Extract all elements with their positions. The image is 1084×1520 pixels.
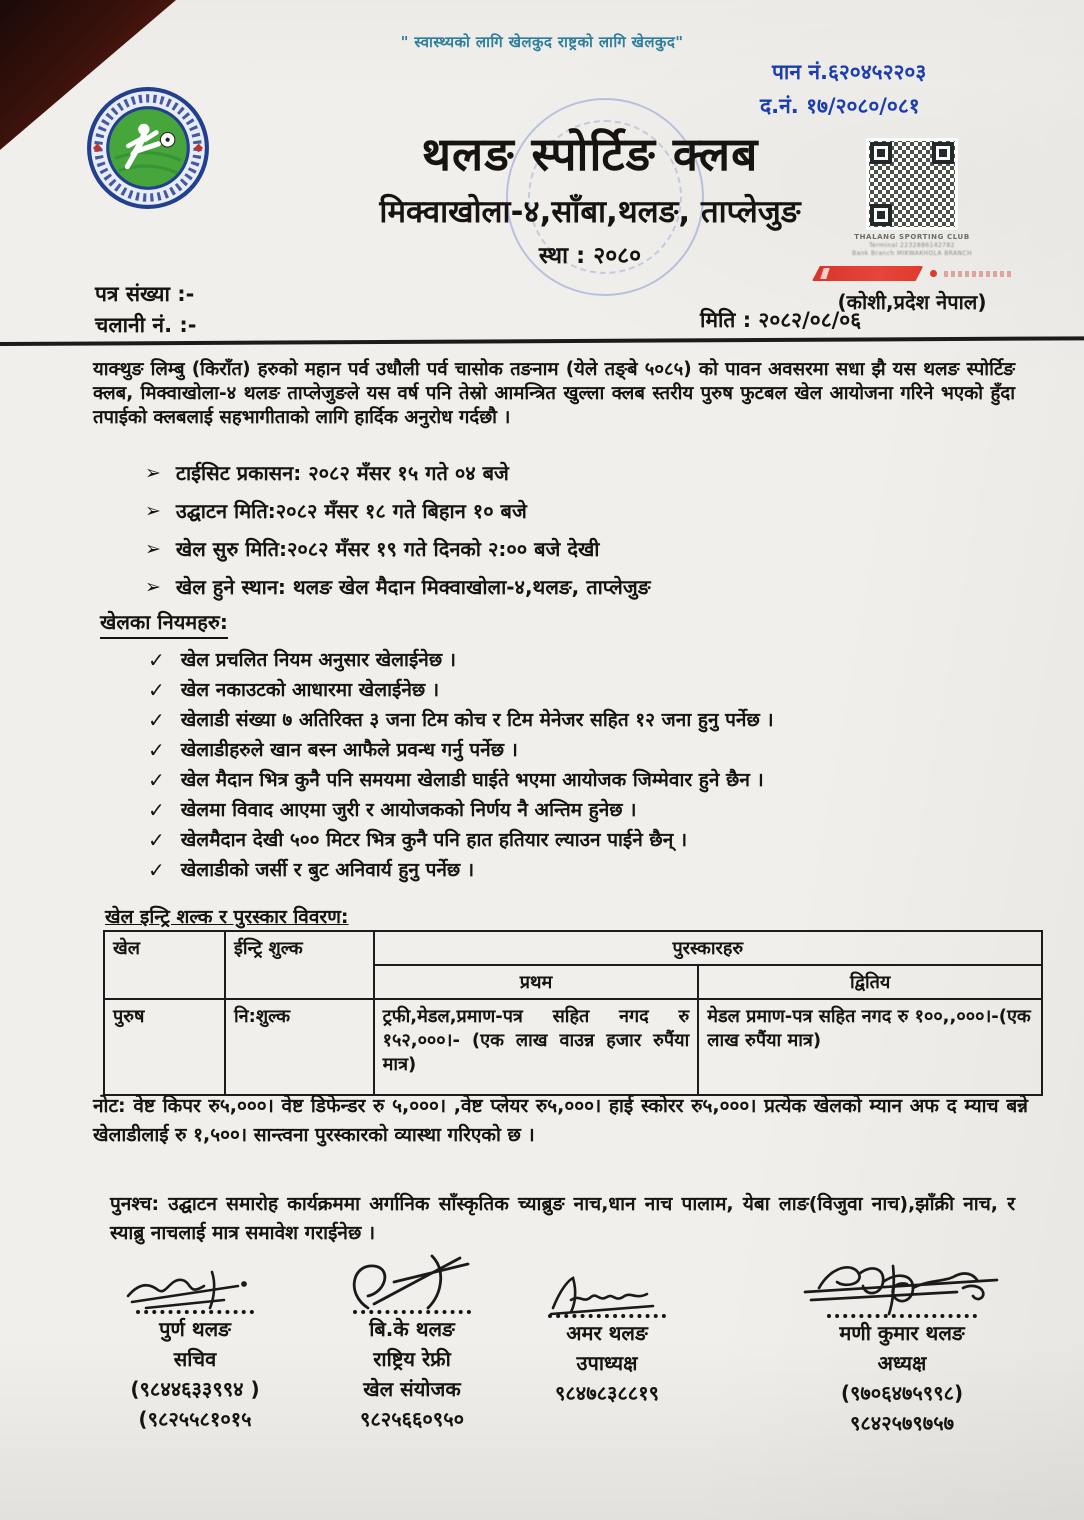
rule-text: खेल नकाउटको आधारमा खेलाईनेछ । bbox=[180, 679, 440, 701]
red-stamp-row bbox=[812, 266, 1012, 281]
signatory-role: अध्यक्ष bbox=[877, 1351, 927, 1375]
rule-text: खेल मैदान भित्र कुनै पनि समयमा खेलाडी घाईते भएमा आयोजक जिम्मेवार हुने छैन । bbox=[180, 769, 764, 791]
red-bar-logo bbox=[812, 266, 923, 281]
signatory-phone: ९८२५६६०९५० bbox=[360, 1407, 464, 1431]
check-icon: ✓ bbox=[148, 768, 165, 792]
note-paragraph: नोट: वेष्ट किपर रु५,०००। वेष्ट डिफेन्डर रु ५,०००। ,वेष्ट प्लेयर रु५,०००। हाई स्कोरर रु५,०००। प्रत्येक खेलको म्यान अफ द म्याच बन्ने खेलाडीलाई रु १,५००। सान्त्वना पुरस्कारको व्यास्था गरिएको छ । bbox=[93, 1095, 1028, 1146]
rules-heading: खेलका नियमहरु: bbox=[100, 608, 228, 639]
signature-scribble bbox=[547, 1272, 667, 1318]
date-line: मिति : २०८२/०८/०६ bbox=[700, 308, 862, 332]
letter-number-label: पत्र संख्या :- bbox=[95, 282, 195, 306]
qr-stamp-block bbox=[812, 138, 1012, 315]
schedule-item bbox=[145, 536, 945, 562]
signatory-phone: (९८४४६३३९९४ ) bbox=[130, 1377, 260, 1401]
schedule-item-text: खेल सुरु मिति:२०८२ मँसर १९ गते दिनको २:०० बजे देखी bbox=[175, 537, 600, 561]
arrow-bullet-icon: ➢ bbox=[145, 538, 161, 560]
rule-text: खेलाडी संख्या ७ अतिरिक्त ३ जना टिम कोच र टिम मेनेजर सहित १२ जना हुनु पर्नेछ । bbox=[180, 709, 774, 731]
arrow-bullet-icon: ➢ bbox=[145, 576, 161, 598]
qr-code bbox=[866, 138, 958, 230]
rule-item bbox=[148, 650, 1008, 671]
pan-number: पान नं.६२०४५२२०३ bbox=[772, 60, 927, 84]
club-motto: " स्वास्थ्यको लागि खेलकुद राष्ट्रको लागि खेलकुद" bbox=[400, 33, 684, 51]
rule-text: खेलाडीको जर्सी र बुट अनिवार्य हुनु पर्नेछ । bbox=[180, 859, 475, 881]
rule-item bbox=[148, 680, 1008, 701]
signatory-phone: (९८२५५८१०१५ bbox=[138, 1407, 252, 1431]
signatory-name: अमर थलङ bbox=[566, 1321, 648, 1345]
signature-scribble bbox=[120, 1262, 270, 1314]
signatory-phone: (९७०६४७५९९८) bbox=[840, 1381, 964, 1405]
schedule-item bbox=[145, 574, 945, 600]
province-line: (कोशी,प्रदेश नेपाल) bbox=[837, 290, 987, 314]
qr-terminal-line: Terminal 2232886142782 bbox=[869, 242, 955, 249]
signatory-phone: ९८४७८३८८१९ bbox=[555, 1381, 659, 1405]
rule-text: खेलाडीहरुले खान बस्न आफैले प्रवन्ध गर्नु पर्नेछ । bbox=[180, 739, 518, 761]
schedule-item-text: उद्घाटन मिति:२०८२ मँसर १८ गते बिहान १० बजे bbox=[175, 499, 527, 523]
col-header-prizes: पुरस्कारहरु bbox=[374, 931, 1042, 965]
red-script-mark bbox=[944, 271, 1012, 277]
col-header-game: खेल bbox=[104, 931, 225, 999]
postscript-paragraph: पुनश्च: उद्घाटन समारोह कार्यक्रममा अर्गानिक साँस्कृतिक च्याब्रुङ नाच,धान नाच पालाम, येबा लाङ(विजुवा नाच),झाँक्री नाच, र स्याब्रु नाचलाई मात्र समावेश गराईनेछ । bbox=[110, 1193, 1015, 1244]
col-header-entry-fee: ईन्ट्रि शुल्क bbox=[225, 931, 374, 999]
check-icon: ✓ bbox=[148, 648, 165, 672]
signature-scribble bbox=[332, 1252, 492, 1314]
qr-branch-line: Bank Branch MIKWAKHOLA BRANCH bbox=[851, 250, 973, 257]
rule-item bbox=[148, 860, 1008, 881]
schedule-item-text: खेल हुने स्थान: थलङ खेल मैदान मिक्वाखोला-४,थलङ, ताप्लेजुङ bbox=[175, 575, 651, 599]
club-address: मिक्वाखोला-४,साँबा,थलङ, ताप्लेजुङ bbox=[379, 194, 801, 230]
table-row bbox=[104, 999, 1042, 1095]
dispatch-number: द.नं. १७/२०८०/०८१ bbox=[760, 94, 920, 118]
rule-item bbox=[148, 710, 1008, 731]
club-name-title: थलङ स्पोर्टिङ क्लब bbox=[421, 127, 759, 181]
rule-text: खेलमा विवाद आएमा जुरी र आयोजकको निर्णय नै अन्तिम हुनेछ । bbox=[180, 799, 637, 821]
col-header-second-prize: द्वितिय bbox=[698, 965, 1042, 999]
rule-text: खेलमैदान देखी ५०० मिटर भित्र कुनै पनि हात हतियार ल्याउन पाईने छैन् । bbox=[180, 829, 688, 851]
fees-heading: खेल इन्ट्रि शल्क र पुरस्कार विवरण: bbox=[105, 906, 349, 928]
intro-paragraph: याक्थुङ लिम्बु (किराँत) हरुको महान पर्व उधौली पर्व चासोक तङनाम (येले तङ्बे ५०८५) को पावन अवसरमा सधा झै यस थलङ स्पोर्टिङ क्लब, मिक्वाखोला-४ थलङ ताप्लेजुङले यस वर्ष पनि तेस्रो आमन्त्रित खुल्ला क्लब स्तरीय पुरुष फुटबल खेल आयोजना गरिने भएको हुँदा तपाईको क्लबलाई सहभागीताको लागि हार्दिक अनुरोध गर्दछौ । bbox=[93, 359, 1015, 428]
signature-block-president bbox=[782, 1260, 1022, 1438]
signature-block-secretary bbox=[90, 1262, 300, 1434]
established-year: स्था : २०८० bbox=[538, 243, 642, 269]
rule-item bbox=[148, 830, 1008, 851]
signatory-name: बि.के थलङ bbox=[369, 1317, 455, 1341]
schedule-item bbox=[145, 498, 945, 524]
prize-table bbox=[103, 930, 1043, 1096]
signatory-role: सचिव bbox=[173, 1347, 217, 1371]
check-icon: ✓ bbox=[148, 858, 165, 882]
rules-list bbox=[148, 650, 1008, 890]
check-icon: ✓ bbox=[148, 738, 165, 762]
cell-first-prize: ट्रफी,मेडल,प्रमाण-पत्र सहित नगद रु १५२,०००।- (एक लाख वाउन्न हजार रुपैंया मात्र) bbox=[374, 999, 699, 1095]
arrow-bullet-icon: ➢ bbox=[145, 462, 161, 484]
rule-item bbox=[148, 800, 1008, 821]
signatory-role: खेल संयोजक bbox=[363, 1377, 461, 1401]
schedule-item bbox=[145, 460, 945, 486]
signatory-role: राष्ट्रिय रेफ्री bbox=[373, 1347, 451, 1371]
signatory-name: पुर्ण थलङ bbox=[159, 1317, 231, 1341]
check-icon: ✓ bbox=[148, 678, 165, 702]
rule-item bbox=[148, 770, 1008, 791]
rule-text: खेल प्रचलित नियम अनुसार खेलाईनेछ । bbox=[180, 649, 456, 671]
signature-scribble bbox=[797, 1260, 1007, 1318]
signature-block-vice-president bbox=[522, 1272, 692, 1408]
cell-entry-fee: नि:शुल्क bbox=[225, 999, 374, 1095]
arrow-bullet-icon: ➢ bbox=[145, 500, 161, 522]
signatory-name: मणी कुमार थलङ bbox=[839, 1321, 965, 1345]
chalani-number-label: चलानी नं. :- bbox=[95, 313, 197, 337]
check-icon: ✓ bbox=[148, 798, 165, 822]
col-header-first-prize: प्रथम bbox=[374, 965, 699, 999]
qr-caption: THALANG SPORTING CLUB bbox=[854, 233, 970, 241]
signatory-phone: ९८४२५७९७५७ bbox=[850, 1411, 954, 1435]
red-dot-icon bbox=[930, 270, 937, 277]
rule-item bbox=[148, 740, 1008, 761]
cell-second-prize: मेडल प्रमाण-पत्र सहित नगद रु १००,,०००।-(एक लाख रुपैंया मात्र) bbox=[698, 999, 1042, 1095]
check-icon: ✓ bbox=[148, 828, 165, 852]
signature-block-coordinator bbox=[322, 1252, 502, 1434]
table-header-row-1 bbox=[104, 931, 1042, 965]
check-icon: ✓ bbox=[148, 708, 165, 732]
signatory-role: उपाध्यक्ष bbox=[576, 1351, 638, 1375]
schedule-item-text: टाईसिट प्रकासन: २०८२ मँसर १५ गते ०४ बजे bbox=[175, 461, 509, 485]
schedule-list bbox=[145, 460, 945, 612]
cell-game: पुरुष bbox=[104, 999, 225, 1095]
